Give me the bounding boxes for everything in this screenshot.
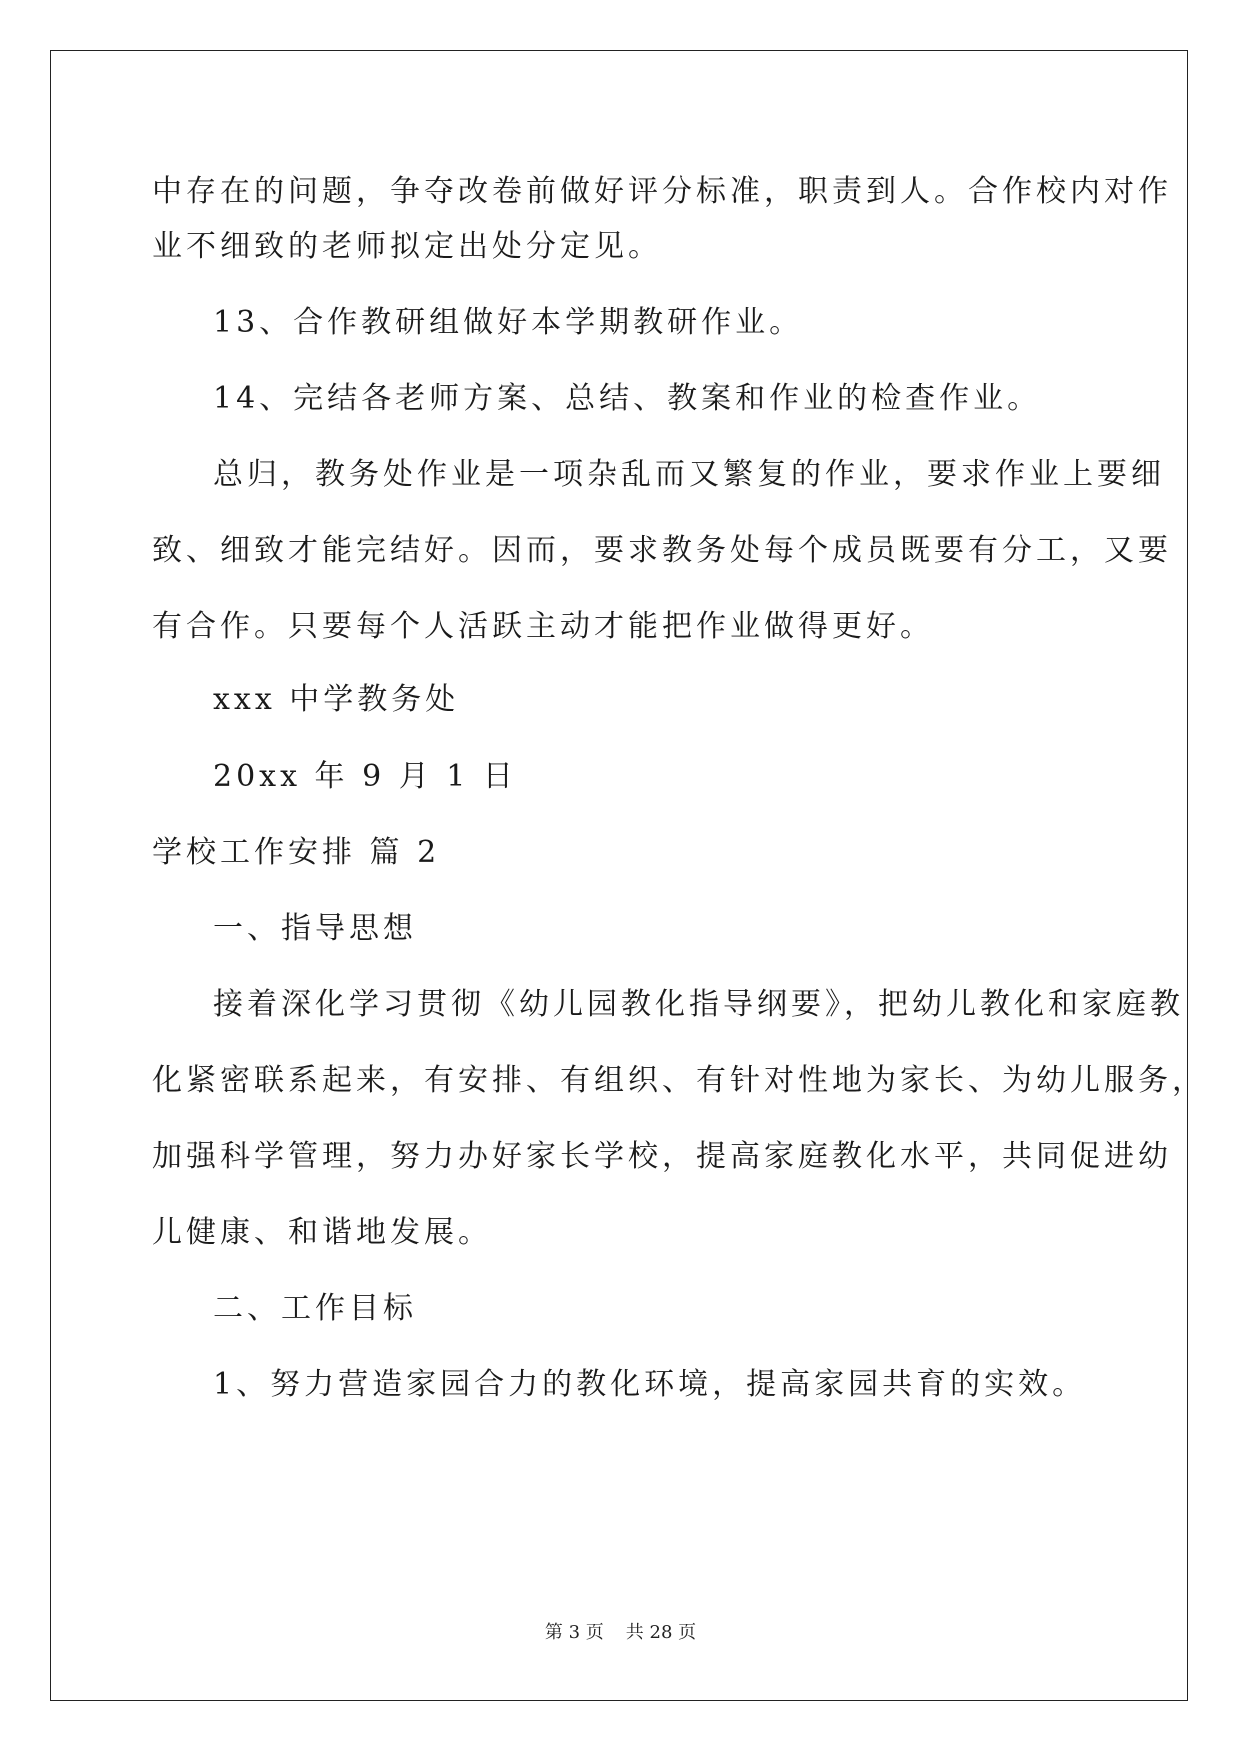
signature-date: 20xx 年 9 月 1 日 — [213, 759, 517, 794]
paragraph-line: 有合作。只要每个人活跃主动才能把作业做得更好。 — [152, 609, 934, 644]
page-footer — [0, 1621, 1241, 1645]
heading-guiding-thought: 一、指导思想 — [213, 911, 417, 946]
section-title: 学校工作安排 篇 2 — [152, 835, 441, 870]
paragraph-line: 14、完结各老师方案、总结、教案和作业的检查作业。 — [213, 381, 1042, 416]
paragraph-line: 接着深化学习贯彻《幼儿园教化指导纲要》，把幼儿教化和家庭教 — [213, 987, 1184, 1022]
heading-work-goals: 二、工作目标 — [213, 1291, 417, 1326]
page-number: 第 3 页 — [544, 1622, 604, 1643]
paragraph-line: 儿健康、和谐地发展。 — [152, 1215, 492, 1250]
paragraph-line: 加强科学管理，努力办好家长学校，提高家庭教化水平，共同促进幼 — [152, 1139, 1172, 1174]
page-border — [50, 50, 1188, 1701]
paragraph-line: 致、细致才能完结好。因而，要求教务处每个成员既要有分工，又要 — [152, 533, 1172, 568]
signature-org: xxx 中学教务处 — [213, 682, 460, 717]
page-total: 共 28 页 — [625, 1622, 697, 1643]
paragraph-line: 1、努力营造家园合力的教化环境，提高家园共育的实效。 — [213, 1367, 1087, 1402]
paragraph-line: 总归，教务处作业是一项杂乱而又繁复的作业，要求作业上要细 — [213, 457, 1165, 492]
paragraph-line: 13、合作教研组做好本学期教研作业。 — [213, 305, 804, 340]
paragraph-line: 化紧密联系起来，有安排、有组织、有针对性地为家长、为幼儿服务， — [152, 1063, 1206, 1098]
paragraph-line: 业不细致的老师拟定出处分定见。 — [152, 229, 662, 264]
paragraph-line: 中存在的问题，争夺改卷前做好评分标准，职责到人。合作校内对作 — [152, 174, 1172, 209]
